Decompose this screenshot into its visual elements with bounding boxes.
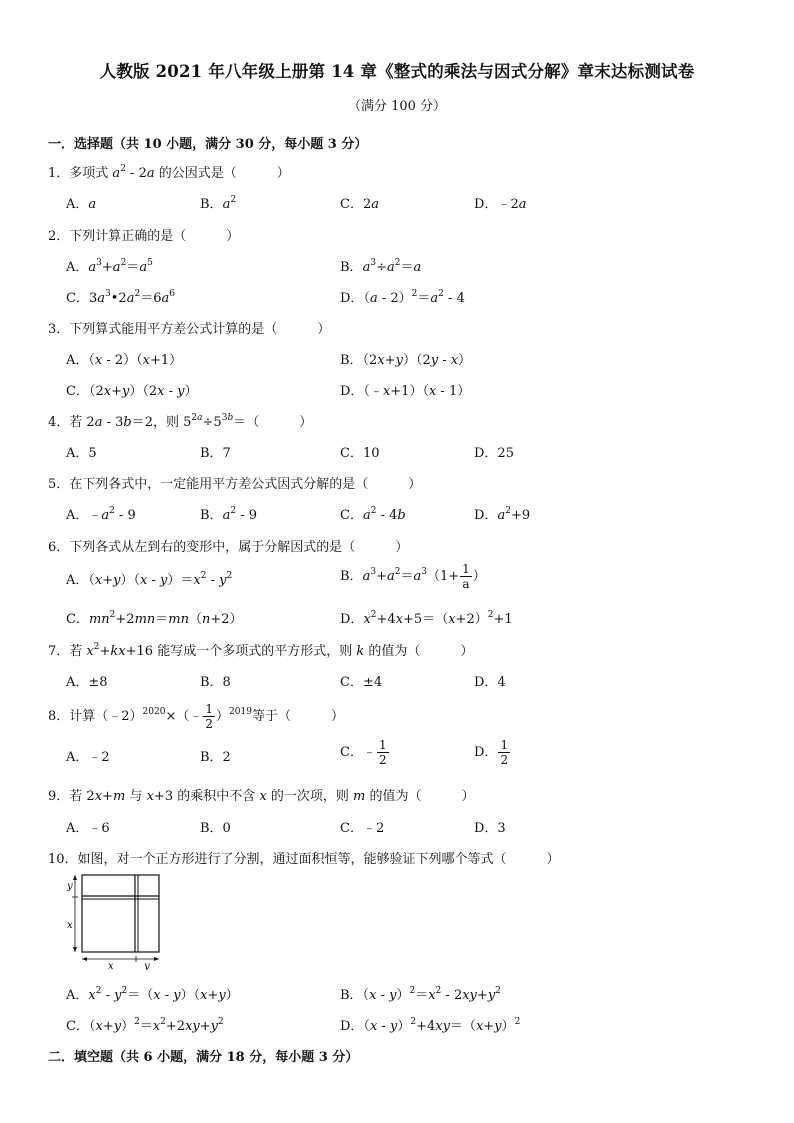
q1-option-b[interactable]: B．$a^2$: [200, 195, 237, 212]
q10-option-d[interactable]: D．$(x - y)^2+4xy=(x+y)^2$: [340, 1017, 521, 1034]
q9-option-a[interactable]: A．﹣6: [66, 821, 110, 836]
q10-option-b[interactable]: B．$(x - y)^2=x^2 - 2xy+y^2$: [340, 986, 501, 1003]
q10-option-a[interactable]: A．$x^2 - y^2=(x - y)(x+y)$: [66, 986, 239, 1003]
q6-option-a[interactable]: A．$(x+y)(x - y)=x^2 - y^2$: [66, 571, 233, 588]
q5-option-d[interactable]: D．$a^2+9$: [474, 506, 531, 523]
page-title: 人教版 2021 年八年级上册第 14 章《整式的乘法与因式分解》章末达标测试卷: [99, 62, 695, 81]
question-5: 5．在下列各式中，一定能用平方差公式因式分解的是（ ）: [48, 477, 422, 492]
q4-option-a[interactable]: A．5: [66, 446, 97, 461]
figure-label-x-bottom: x: [108, 961, 114, 970]
q7-option-a[interactable]: A．±8: [66, 675, 108, 690]
q3-option-b[interactable]: B．（2x+y）（2y - x）: [340, 353, 472, 368]
q5-option-b[interactable]: B．$a^2 - 9$: [200, 506, 257, 523]
section-heading-choice: 一．选择题（共 10 小题，满分 30 分，每小题 3 分）: [48, 137, 368, 152]
question-7: 7．若 $x^2+kx+16$ 能写成一个多项式的平方形式，则 k 的值为（ ）: [48, 642, 474, 659]
question-10: 10．如图，对一个正方形进行了分割，通过面积恒等，能够验证下列哪个等式（ ）: [48, 852, 560, 867]
figure-label-x-left: x: [67, 920, 73, 931]
figure-label-y-bottom: y: [144, 961, 150, 970]
q3-option-d[interactable]: D．（﹣x+1）（x - 1）: [340, 384, 471, 399]
question-9: 9．若 2x+m 与 x+3 的乘积中不含 x 的一次项，则 m 的值为（ ）: [48, 789, 475, 804]
section-heading-fill: 二．填空题（共 6 小题，满分 18 分，每小题 3 分）: [48, 1050, 359, 1065]
question-8: 8．计算（﹣2）$^{2020}$×（﹣ $\frac{1}{2}$ ）$^{2019}$等于（ ）: [48, 702, 344, 731]
q2-option-c[interactable]: C．$3a^3•2a^2=6a^6$: [66, 289, 175, 306]
q4-option-c[interactable]: C．10: [340, 446, 380, 461]
q6-option-d[interactable]: D．$x^2+4x+5=(x+2)^2+1$: [340, 610, 513, 627]
question-6: 6．下列各式从左到右的变形中，属于分解因式的是（ ）: [48, 540, 409, 555]
q6-option-c[interactable]: C．$mn^2+2mn=mn(n+2)$: [66, 610, 243, 627]
q6-option-b[interactable]: B．$a^3+a^2=a^3(1+$ $\frac{1}{a}$ ）: [340, 562, 486, 591]
q2-option-b[interactable]: B．$a^3\div a^2=a$: [340, 258, 422, 275]
question-3: 3．下列算式能用平方差公式计算的是（ ）: [48, 322, 331, 337]
square-partition-diagram-icon: [60, 870, 170, 970]
q9-option-c[interactable]: C．﹣2: [340, 821, 385, 836]
q4-option-d[interactable]: D．25: [474, 446, 514, 461]
q7-option-d[interactable]: D．4: [474, 675, 506, 690]
page-subtitle: （满分 100 分）: [347, 99, 447, 114]
q9-option-d[interactable]: D．3: [474, 821, 506, 836]
question-4: 4．若 2a - 3b＝2，则 $5^{2a}\div 5^{3b}=$（ ）: [48, 413, 313, 430]
q7-option-b[interactable]: B．8: [200, 675, 231, 690]
q8-option-c[interactable]: C．﹣ $\frac{1}{2}$: [340, 738, 387, 767]
q3-option-a[interactable]: A．（x - 2）（x+1）: [66, 353, 183, 368]
q9-option-b[interactable]: B．0: [200, 821, 231, 836]
q8-option-b[interactable]: B．2: [200, 750, 231, 765]
q8-option-d[interactable]: D． $\frac{1}{2}$: [474, 738, 509, 767]
q3-option-c[interactable]: C．（2x+y）（2x - y）: [66, 384, 198, 399]
figure-label-y-left: y: [67, 881, 73, 892]
q5-option-a[interactable]: A．$﹣a^2 - 9$: [66, 506, 136, 523]
question-1: 1．多项式 $a^2 - 2a$ 的公因式是（ ）: [48, 164, 290, 181]
q4-option-b[interactable]: B．7: [200, 446, 231, 461]
q8-option-a[interactable]: A．﹣2: [66, 750, 110, 765]
q5-option-c[interactable]: C．$a^2 - 4b$: [340, 506, 406, 523]
q1-option-d[interactable]: D．﹣2a: [474, 197, 527, 212]
q2-option-a[interactable]: A．$a^3+a^2=a^5$: [66, 258, 153, 275]
q10-option-c[interactable]: C．$(x+y)^2=x^2+2xy+y^2$: [66, 1017, 224, 1034]
question-2: 2．下列计算正确的是（ ）: [48, 229, 240, 244]
q7-option-c[interactable]: C．±4: [340, 675, 383, 690]
q1-option-c[interactable]: C．2a: [340, 197, 379, 212]
q2-option-d[interactable]: D．$(a - 2)^2=a^2 - 4$: [340, 289, 465, 306]
q1-option-a[interactable]: A．a: [66, 197, 97, 212]
